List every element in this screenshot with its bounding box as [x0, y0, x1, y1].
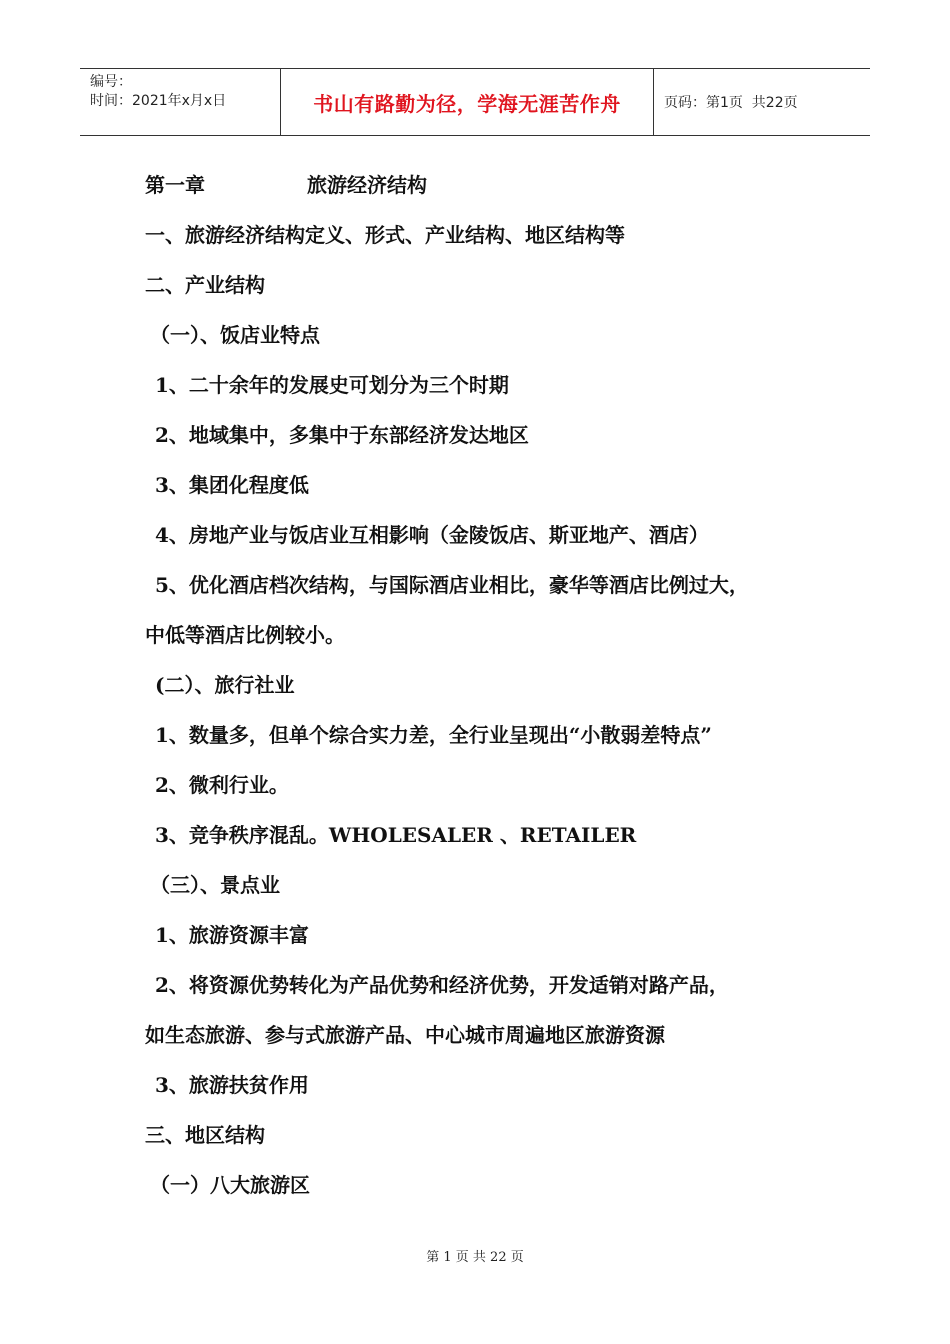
subsection-heading: （三）、景点业: [150, 873, 280, 897]
document-number-label: 编号：: [90, 74, 132, 90]
list-item-continuation: 如生态旅游、参与式旅游产品、中心城市周遍地区旅游资源: [145, 1023, 665, 1047]
list-item: 5、优化酒店档次结构，与国际酒店业相比，豪华等酒店比例过大，: [155, 573, 749, 597]
list-item: 2、微利行业。: [155, 773, 289, 797]
document-date-label: 时间：2021年x月x日: [90, 93, 227, 109]
list-item: 1、旅游资源丰富: [155, 923, 309, 947]
list-item-continuation: 中低等酒店比例较小。: [145, 623, 345, 647]
header-page-label: 页码：第1页 共22页: [664, 95, 798, 111]
list-item: 1、数量多，但单个综合实力差，全行业呈现出“小散弱差特点”: [155, 723, 712, 747]
document-body: [145, 160, 845, 1210]
header-page-cell: [654, 69, 870, 135]
list-item: 2、地域集中，多集中于东部经济发达地区: [155, 423, 529, 447]
header-meta-cell: [80, 69, 281, 135]
list-item: 3、竞争秩序混乱。WHOLESALER 、RETAILER: [155, 823, 637, 847]
chapter-heading: [145, 160, 845, 210]
list-item: 1、二十余年的发展史可划分为三个时期: [155, 373, 509, 397]
page-header: [80, 68, 870, 136]
subsection-heading: （一）、饭店业特点: [150, 323, 320, 347]
section-heading: 二、产业结构: [145, 273, 265, 297]
list-item: 4、房地产业与饭店业互相影响（金陵饭店、斯亚地产、酒店）: [155, 523, 709, 547]
header-motto: 书山有路勤为径，学海无涯苦作舟: [281, 69, 654, 135]
list-item: 3、旅游扶贫作用: [155, 1073, 309, 1097]
section-heading: 三、地区结构: [145, 1123, 265, 1147]
subsection-heading: （一）八大旅游区: [150, 1173, 310, 1197]
chapter-number: 第一章: [145, 173, 205, 197]
list-item: 3、集团化程度低: [155, 473, 309, 497]
chapter-title: 旅游经济结构: [307, 173, 427, 197]
list-item: 2、将资源优势转化为产品优势和经济优势，开发适销对路产品，: [155, 973, 729, 997]
page-footer: 第 1 页 共 22 页: [426, 1250, 524, 1265]
subsection-heading: (二）、旅行社业: [155, 673, 295, 697]
section-heading: 一、旅游经济结构定义、形式、产业结构、地区结构等: [145, 223, 625, 247]
